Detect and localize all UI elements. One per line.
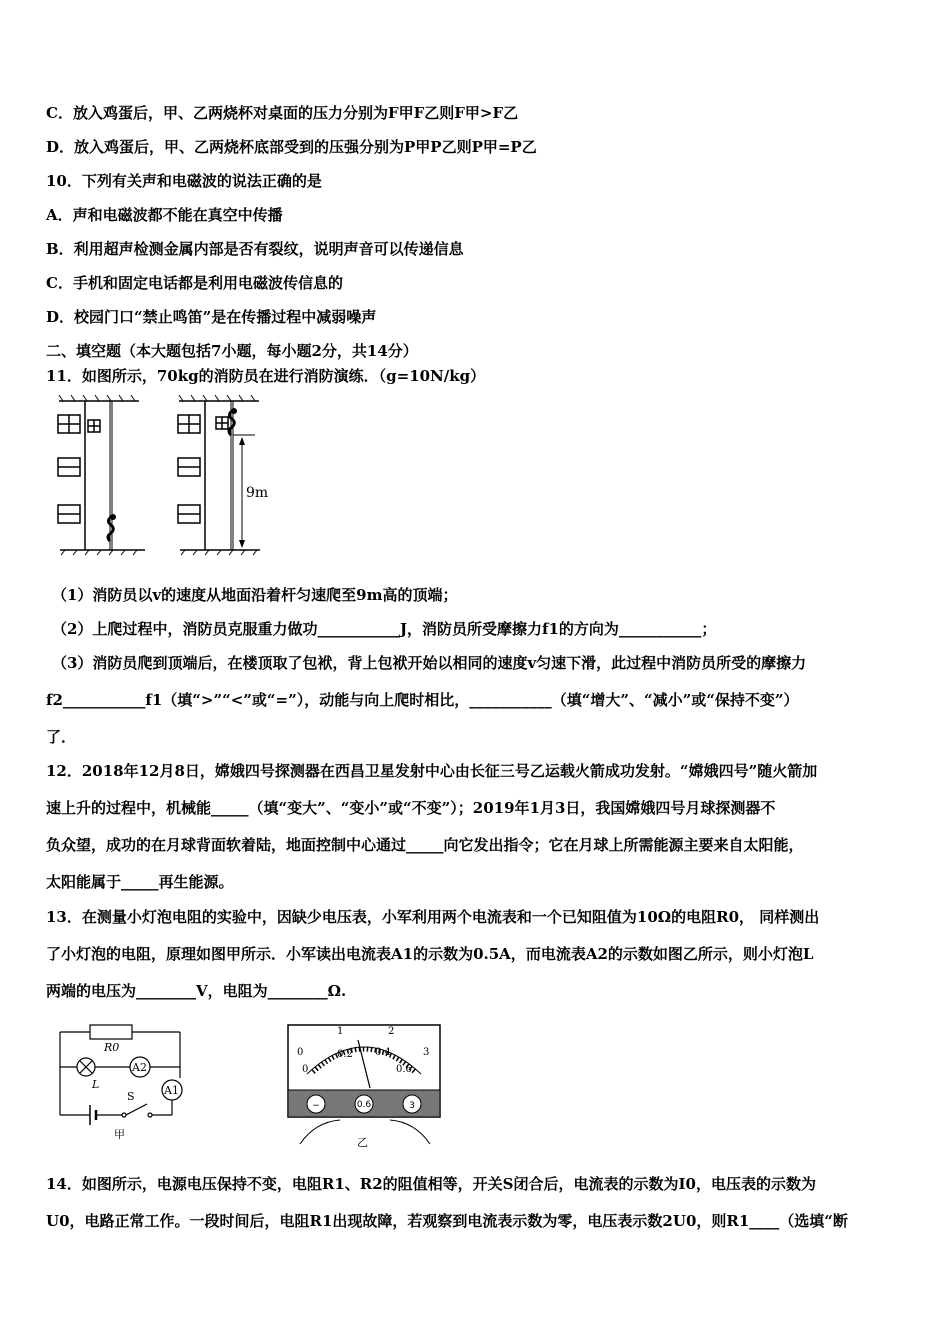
q13-line3: 两端的电压为________V，电阻为________Ω.: [46, 982, 347, 1000]
q13-line2: 了小灯泡的电阻，原理如图甲所示．小军读出电流表A1的示数为0.5A，而电流表A2的示数如图乙所示，则小灯泡L: [46, 945, 814, 963]
caption-jia: 甲: [114, 1128, 125, 1141]
q12-line3: 负众望，成功的在月球背面软着陆，地面控制中心通过_____向它发出指令；它在月球上所需能源主要来自太阳能，: [46, 836, 804, 854]
top-scale-1: 1: [337, 1026, 344, 1037]
q11-part1: （1）消防员以v的速度从地面沿着杆匀速爬至9m高的顶端；: [52, 586, 458, 604]
bottom-scale-0.6: 0.6: [396, 1064, 412, 1075]
q13-circuit-diagram: [52, 1020, 202, 1145]
q11-part3-line2: f2___________f1（填“>”“<”或“=”），动能与向上爬时相比，___________（填“增大”、“减小”或“保持不变”）: [46, 691, 799, 709]
q13-line1: 13．在测量小灯泡电阻的实验中，因缺少电压表，小军利用两个电流表和一个已知阻值为10Ω的电阻R0， 同样测出: [46, 908, 820, 926]
bottom-scale-0: 0: [302, 1064, 309, 1075]
bottom-scale-0.2: 0.2: [337, 1049, 353, 1060]
q12-line2: 速上升的过程中，机械能_____（填“变大”、“变小”或“不变”）；2019年1月3日，我国嫦娥四号月球探测器不: [46, 799, 776, 817]
q14-line1: 14．如图所示，电源电压保持不变，电阻R1、R2的阻值相等，开关S闭合后，电流表的示数为I0，电压表的示数为: [46, 1175, 816, 1193]
top-scale-2: 2: [388, 1026, 395, 1037]
q9-option-c: C．放入鸡蛋后，甲、乙两烧杯对桌面的压力分别为F甲F乙则F甲>F乙: [46, 104, 519, 122]
top-scale-3: 3: [423, 1047, 430, 1058]
q11-stem: 11．如图所示，70kg的消防员在进行消防演练．（g=10N/kg）: [46, 367, 486, 385]
a1-label: A1: [164, 1084, 179, 1097]
q11-figure: [55, 395, 285, 560]
bottom-scale-0.4: 0.4: [375, 1047, 391, 1058]
terminal-0.6: 0.6: [356, 1100, 372, 1110]
q9-option-d: D．放入鸡蛋后，甲、乙两烧杯底部受到的压强分别为P甲P乙则P甲=P乙: [46, 138, 537, 156]
q12-line1: 12．2018年12月8日，嫦娥四号探测器在西昌卫星发射中心由长征三号乙运载火箭成功发射。“嫦娥四号”随火箭加: [46, 762, 818, 780]
q12-line4: 太阳能属于_____再生能源。: [46, 873, 234, 891]
section-heading: 二、填空题（本大题包括7小题，每小题2分，共14分）: [46, 342, 418, 360]
q13-ammeter-dial: [285, 1022, 445, 1152]
height-label: 9m: [246, 485, 269, 501]
q10-option-b: B．利用超声检测金属内部是否有裂纹，说明声音可以传递信息: [46, 240, 464, 258]
lamp-label: L: [92, 1078, 100, 1091]
q11-part2: （2）上爬过程中，消防员克服重力做功___________J，消防员所受摩擦力f1的方向为___________；: [52, 620, 717, 638]
switch-label: S: [127, 1090, 135, 1103]
q14-line2: U0，电路正常工作。一段时间后，电阻R1出现故障，若观察到电流表示数为零，电压表示数2U0，则R1____（选填“断: [46, 1212, 848, 1230]
r0-label: R0: [104, 1041, 120, 1054]
caption-yi: 乙: [357, 1136, 368, 1149]
terminal-negative: −: [312, 1101, 320, 1111]
a2-label: A2: [132, 1061, 147, 1074]
top-scale-0: 0: [297, 1047, 304, 1058]
q11-part3-line3: 了．: [46, 728, 77, 746]
q10-option-a: A．声和电磁波都不能在真空中传播: [46, 206, 283, 224]
q10-option-d: D．校园门口“禁止鸣笛”是在传播过程中减弱噪声: [46, 308, 377, 326]
q10-option-c: C．手机和固定电话都是利用电磁波传信息的: [46, 274, 343, 292]
q11-part3-line1: （3）消防员爬到顶端后，在楼顶取了包袱，背上包袱开始以相同的速度v匀速下滑，此过程中消防员所受的摩擦力: [52, 654, 807, 672]
q10-stem: 10．下列有关声和电磁波的说法正确的是: [46, 172, 322, 190]
terminal-3: 3: [409, 1101, 415, 1111]
